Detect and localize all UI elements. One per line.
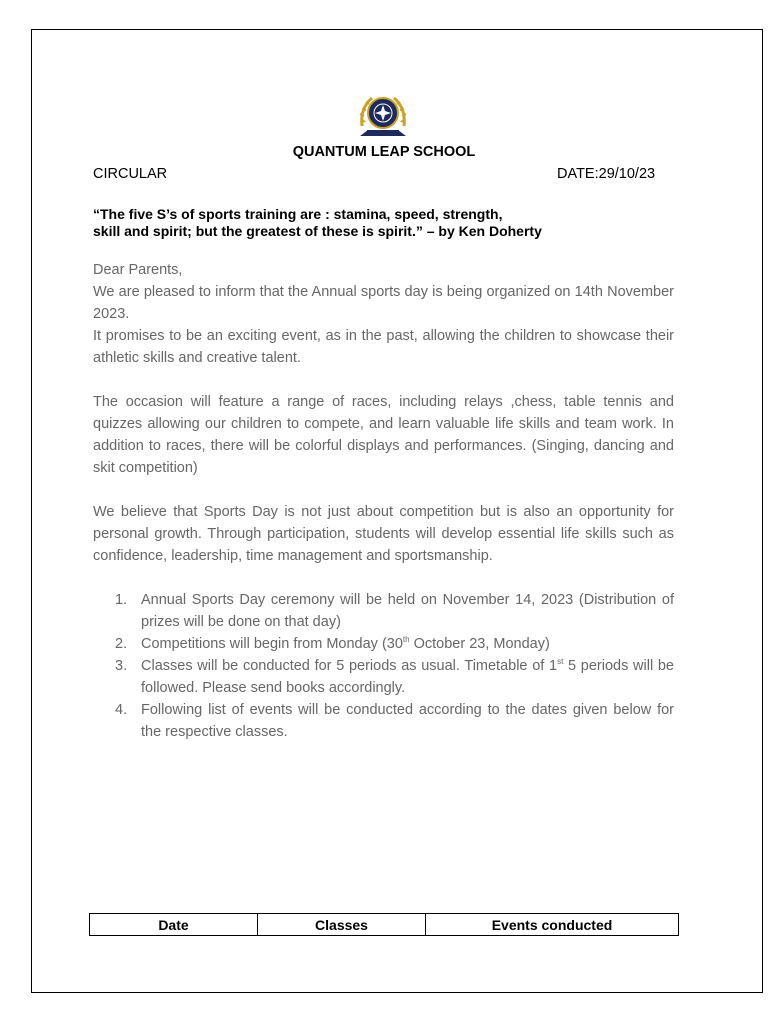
list-item-text: Annual Sports Day ceremony will be held on November 14, 2023 (Distribution of prizes will be done on that day) xyxy=(141,592,674,630)
paragraph-announcement: We are pleased to inform that the Annual sports day is being organized on 14th November 2023. xyxy=(93,284,674,322)
column-header-date: Date xyxy=(90,914,258,936)
paragraph-growth: We believe that Sports Day is not just about competition but is also an opportunity for personal growth. Through participation, students will develop essential life skills such as confidence, leadership, time management and sportsmanship. xyxy=(93,504,674,564)
paragraph-event-details: The occasion will feature a range of races, including relays ,chess, table tennis and quizzes allowing our children to compete, and learn valuable life skills and team work. In addition to races, there will be colorful displays and performances. (Singing, dancing and skit competition) xyxy=(93,394,674,476)
list-item-text: October 23, Monday) xyxy=(409,636,550,652)
ordinal-suffix: th xyxy=(402,635,410,645)
list-item xyxy=(115,633,674,655)
table-header-row xyxy=(90,914,679,936)
paragraph-event-promise: It promises to be an exciting event, as in the past, allowing the children to showcase their athletic skills and creative talent. xyxy=(93,328,674,366)
list-item xyxy=(115,655,674,699)
circular-date: DATE:29/10/23 xyxy=(557,166,656,182)
list-number: 2. xyxy=(115,636,128,652)
school-crest-logo xyxy=(354,86,412,144)
list-number: 3. xyxy=(115,658,128,674)
notes-list xyxy=(93,589,674,743)
school-name: QUANTUM LEAP SCHOOL xyxy=(292,144,476,160)
list-item xyxy=(115,589,674,633)
column-header-classes: Classes xyxy=(258,914,426,936)
list-number: 1. xyxy=(115,592,128,608)
list-item xyxy=(115,699,674,743)
letter-body xyxy=(93,259,674,743)
column-header-events: Events conducted xyxy=(426,914,679,936)
events-table xyxy=(89,913,679,936)
list-item-text: Following list of events will be conducted according to the dates given below for the respective classes. xyxy=(141,702,674,740)
list-item-text: 5 periods will be followed. Please send books accordingly. xyxy=(141,658,674,696)
list-number: 4. xyxy=(115,702,128,718)
list-item-text: Competitions will begin from Monday (30 xyxy=(141,636,403,652)
greeting: Dear Parents, xyxy=(93,262,183,278)
quote-line-2: skill and spirit; but the greatest of these is spirit.” – by Ken Doherty xyxy=(93,223,542,239)
quote-line-1: “The five S’s of sports training are : stamina, speed, strength, xyxy=(93,206,503,222)
ordinal-suffix: st xyxy=(557,657,564,667)
quote-block xyxy=(93,206,683,240)
list-item-text: Classes will be conducted for 5 periods as usual. Timetable of 1 xyxy=(141,658,558,674)
circular-label: CIRCULAR xyxy=(93,166,168,182)
